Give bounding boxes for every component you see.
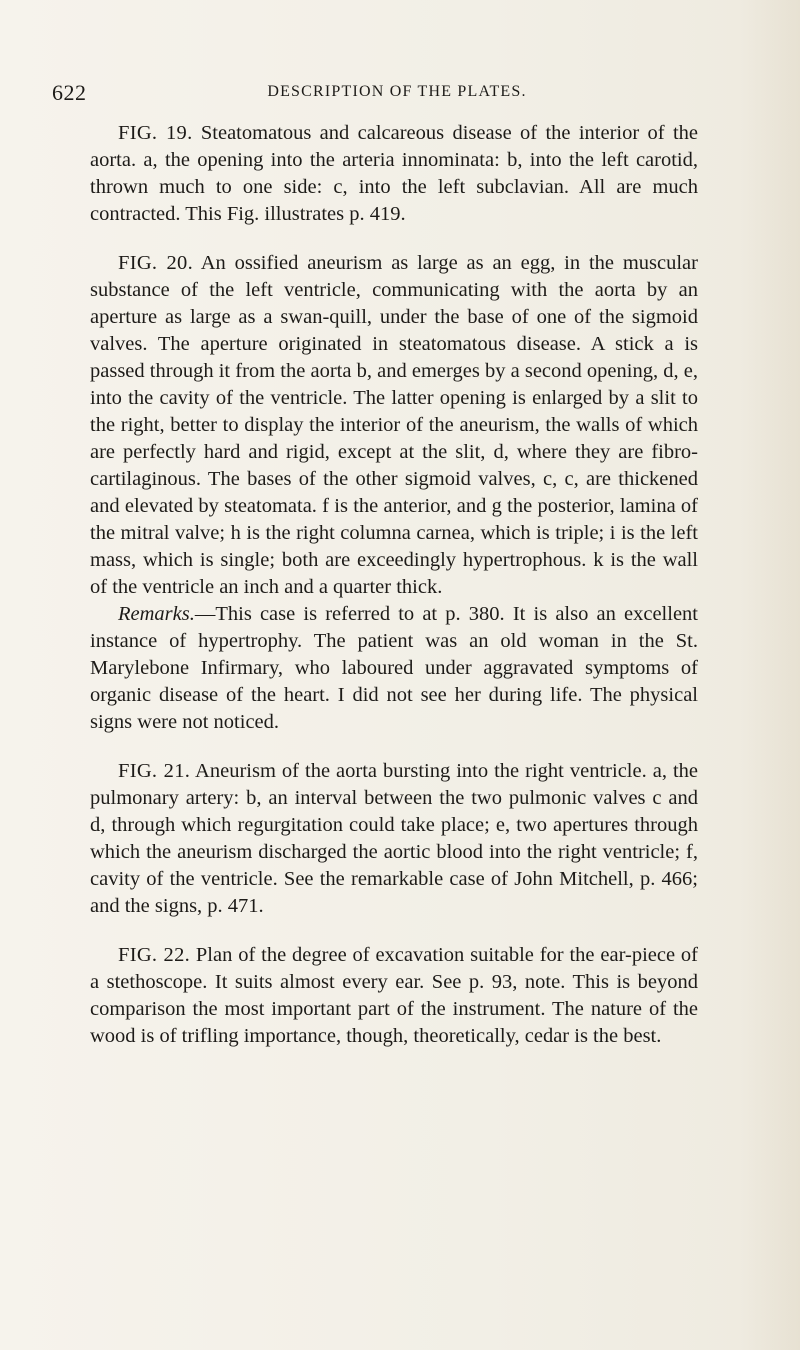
fig-20-text: An ossified aneurism as large as an egg, in the muscular substance of the left ventricle, communicating with the aorta by an aperture as large as a swan-quill, under the base of one of the sigmoid valves. The aperture originated in steatomatous disease. A stick a is passed through it from the aorta b, and emerges by a second opening, d, e, into the cavity of the ventricle. The latter opening is enlarged by a slit to the right, better to display the interior of the aneurism, the walls of which are perfectly hard and rigid, except at the slit, d, where they are fibro-cartilaginous. The bases of the other sigmoid valves, c, c, are thickened and elevated by steatomata. f is the anterior, and g the posterior, lamina of the mitral valve; h is the right columna carnea, which is triple; i is the left mass, which is single; both are exceedingly hypertrophous. k is the wall of the ventricle an inch and a quarter thick. bbox=[90, 252, 698, 598]
fig-21-paragraph bbox=[90, 758, 698, 920]
fig-22-text: Plan of the degree of excavation suitable for the ear-piece of a stethoscope. It suits almost every ear. See p. 93, note. This is beyond comparison the most important part of the instrument. The nature of the wood is of trifling importance, though, theoretically, cedar is the best. bbox=[90, 944, 698, 1047]
fig-19-label: FIG. 19. bbox=[118, 122, 193, 144]
page-body bbox=[90, 120, 698, 1050]
page-number: 622 bbox=[52, 80, 87, 105]
running-head: DESCRIPTION OF THE PLATES. bbox=[267, 83, 527, 100]
fig-22-paragraph bbox=[90, 942, 698, 1050]
page-header bbox=[52, 80, 742, 110]
fig-21-text: Aneurism of the aorta bursting into the right ventricle. a, the pulmonary artery: b, an interval between the two pulmonic valves c and d, through which regurgitation could take place; e, two apertures through which the aneurism discharged the aortic blood into the right ventricle; f, cavity of the ventricle. See the remarkable case of John Mitchell, p. 466; and the signs, p. 471. bbox=[90, 760, 698, 917]
fig-20-paragraph bbox=[90, 250, 698, 601]
fig-20-label: FIG. 20. bbox=[118, 252, 194, 274]
fig-20-remarks-paragraph bbox=[90, 601, 698, 736]
page-edge-shading bbox=[740, 0, 800, 1350]
fig-21-label: FIG. 21. bbox=[118, 760, 191, 782]
fig-19-paragraph bbox=[90, 120, 698, 228]
remarks-text: —This case is referred to at p. 380. It is also an excellent instance of hypertrophy. The patient was an old woman in the St. Marylebone Infirmary, who laboured under aggravated symptoms of organic disease of the heart. I did not see her during life. The physical signs were not noticed. bbox=[90, 603, 698, 733]
fig-19-text: Steatomatous and calcareous disease of the interior of the aorta. a, the opening into the arteria innominata: b, into the left carotid, thrown much to one side: c, into the left subclavian. All are much contracted. This Fig. illustrates p. 419. bbox=[90, 122, 698, 225]
fig-22-label: FIG. 22. bbox=[118, 944, 191, 966]
remarks-label: Remarks. bbox=[118, 603, 195, 625]
